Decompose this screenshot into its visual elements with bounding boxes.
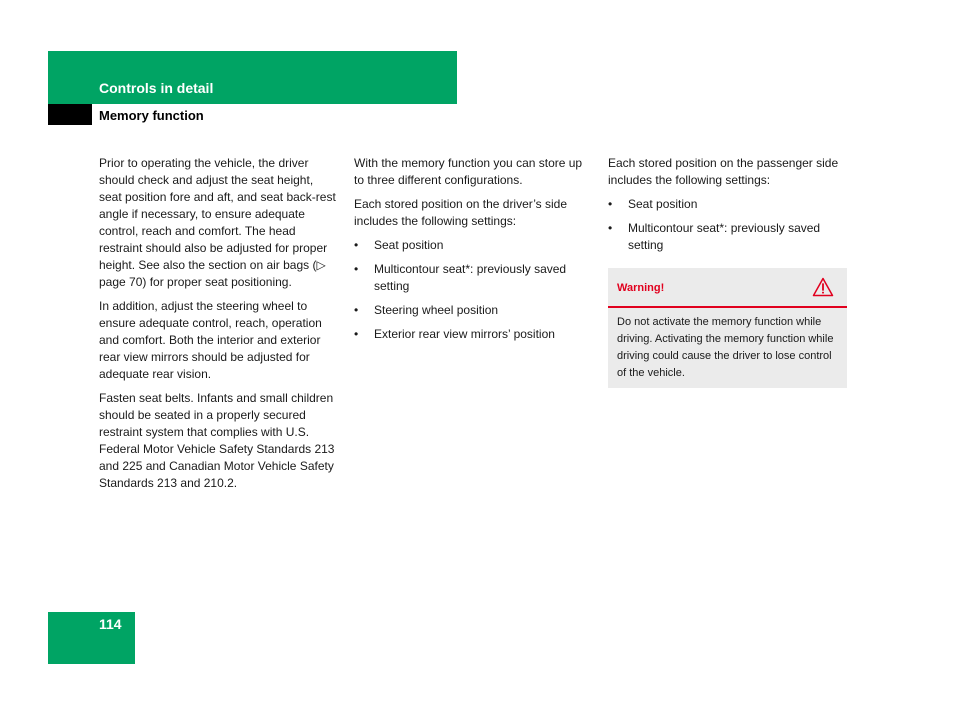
warning-text: Do not activate the memory function while driving. Activating the memory function while driving could cause the driver to lose control of the vehicle. xyxy=(617,316,834,379)
list-item xyxy=(608,220,848,254)
passenger-settings-list xyxy=(608,196,848,254)
list-item-text: Exterior rear view mirrors’ position xyxy=(374,327,555,341)
paragraph-driver-intro: Each stored position on the driver’s side includes the following settings: xyxy=(354,197,568,228)
list-item-text: Seat position xyxy=(374,238,444,252)
list-item xyxy=(354,261,594,295)
paragraph-seat-belts: Fasten seat belts. Infants and small children should be seated in a properly secured restraint system that complies with U.S. Federal Motor Vehicle Safety Standards 213 and 225 and Canadian Motor Vehicle Safety Standards 213 and 210.2. xyxy=(99,391,335,490)
bullet: • xyxy=(354,238,359,252)
bullet: • xyxy=(608,221,613,235)
list-item xyxy=(354,326,594,343)
bullet: • xyxy=(354,303,359,317)
page-number: 114 xyxy=(99,616,122,632)
warning-box xyxy=(608,268,847,388)
section-title: Controls in detail xyxy=(99,80,214,96)
list-item xyxy=(354,302,594,319)
paragraph-seat-adjust: Prior to operating the vehicle, the driver should check and adjust the seat height, seat position fore and aft, and seat back-rest angle if necessary, to ensure adequate control, reach and comfort. The head restraint should also be adjusted for proper height. See also the section on air bags (▷ page 70) for proper seat positioning. xyxy=(99,156,336,289)
column-1 xyxy=(99,155,339,499)
list-item xyxy=(354,237,594,254)
paragraph-steering-adjust: In addition, adjust the steering wheel to ensure adequate control, reach, operation and comfort. Both the interior and exterior rear view mirrors should be adjusted for adequate rear vision. xyxy=(99,299,322,381)
paragraph-passenger-intro: Each stored position on the passenger side includes the following settings: xyxy=(608,156,839,187)
bullet: • xyxy=(608,197,613,211)
section-marker xyxy=(48,104,92,125)
column-2 xyxy=(354,155,594,350)
warning-title: Warning! xyxy=(617,282,665,294)
column-3 xyxy=(608,155,848,388)
list-item-text: Multicontour seat*: previously saved setting xyxy=(374,262,567,293)
list-item-text: Multicontour seat*: previously saved setting xyxy=(628,221,821,252)
header-bar xyxy=(48,51,457,104)
list-item-text: Steering wheel position xyxy=(374,303,499,317)
list-item-text: Seat position xyxy=(628,197,698,211)
bullet: • xyxy=(354,327,359,341)
bullet: • xyxy=(354,262,359,276)
warning-header xyxy=(608,268,847,308)
paragraph-memory-intro: With the memory function you can store up to three different configurations. xyxy=(354,156,583,187)
subsection-title: Memory function xyxy=(99,108,204,123)
driver-settings-list xyxy=(354,237,594,343)
list-item xyxy=(608,196,848,213)
warning-triangle-icon xyxy=(812,277,834,297)
